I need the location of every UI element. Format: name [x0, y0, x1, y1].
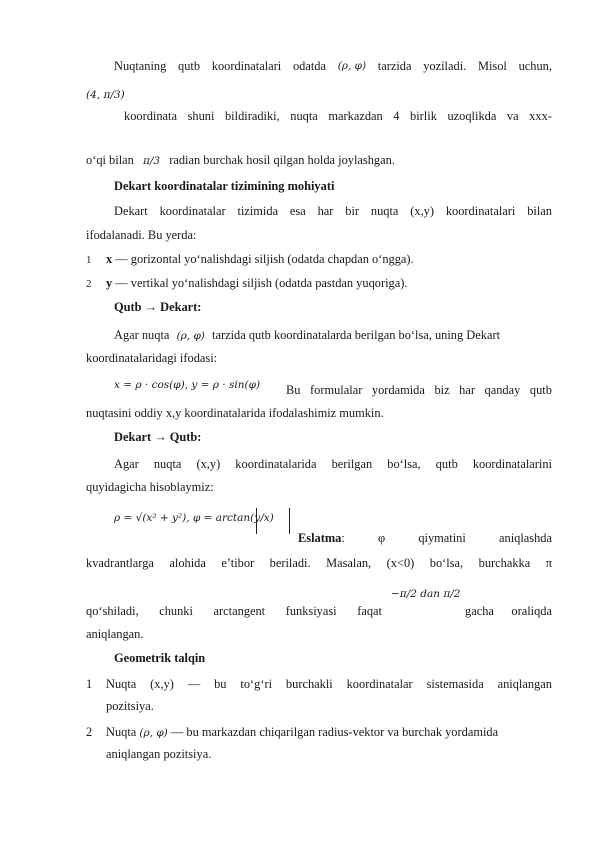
math-rho-phi: (ρ, φ): [337, 60, 367, 72]
arctan-bracket: [256, 508, 290, 534]
p4-line6: aniqlangan.: [86, 627, 144, 641]
math-pi-over-3: π/3: [142, 155, 161, 167]
p4-line4: kvadrantlarga alohida e’tibor beriladi. Masalan, (x<0) bo‘lsa, burchakka π: [86, 556, 552, 570]
math-rho-phi: (ρ, φ): [139, 727, 168, 739]
p3-line3: Bu formulalar yordamida biz har qanday qutb: [286, 383, 552, 397]
word: bildiradiki,: [224, 109, 280, 123]
p1-line2: [124, 108, 552, 125]
p1-line1: [114, 58, 552, 75]
heading-dekart: Dekart koordinatalar tizimining mohiyati: [114, 179, 335, 193]
list-item: x — gorizontal yo‘nalishdagi siljish (odatda chapdan o‘ngga).: [106, 252, 414, 266]
p4-line1: Agar nuqta (x,y) koordinatalarida berilgan bo‘lsa, qutb koordinatalarini: [114, 457, 552, 471]
p1-line3: [86, 152, 552, 170]
math-range: −π/2 dan π/2: [391, 588, 461, 600]
text: radian burchak hosil qilgan holda joylashgan.: [169, 153, 395, 167]
list2-item1-line1: Nuqta (x,y) — bu to‘g‘ri burchakli koordinatalar sistemasida aniqlangan: [106, 677, 552, 691]
heading-dekart-qutb: Dekart → Qutb:: [114, 430, 202, 444]
word: 4: [393, 109, 400, 123]
word: Misol: [477, 59, 507, 73]
heading-geometrik: Geometrik talqin: [114, 651, 206, 665]
word: qutb: [178, 59, 201, 73]
list-item: y — vertikal yo‘nalishdagi siljish (odatda pastdan yuqoriga).: [106, 276, 408, 290]
formula-polar-to-cartesian: x = ρ · cos(φ), y = ρ · sin(φ): [114, 379, 261, 391]
word: va: [506, 109, 519, 123]
list-number: 1: [86, 677, 93, 691]
text: o‘qi bilan: [86, 153, 134, 167]
p4-line5a: qo‘shiladi, chunki arctangent funksiyasi faqat: [86, 604, 382, 618]
math-rho-phi: (ρ, φ): [176, 330, 205, 342]
p2-line1: Dekart koordinatalar tizimida esa har bir nuqta (x,y) koordinatalari bilan: [114, 204, 552, 218]
p3-line4: nuqtasini oddiy x,y koordinatalarida ifodalashimiz mumkin.: [86, 406, 384, 420]
eslatma-label: Eslatma: [298, 531, 342, 545]
list2-item2-line2: aniqlangan pozitsiya.: [106, 747, 212, 761]
p4-line3: Eslatma: φ qiymatini aniqlashda: [298, 531, 552, 545]
word: odatda: [292, 59, 326, 73]
p4-line5b: gacha oraliqda: [465, 604, 552, 618]
word: xxx-: [529, 109, 552, 123]
list2-item1-line2: pozitsiya.: [106, 699, 154, 713]
word: markazdan: [328, 109, 383, 123]
heading-qutb-dekart: Qutb → Dekart:: [114, 300, 202, 314]
word: uzoqlikda: [447, 109, 497, 123]
word: koordinatalari: [211, 59, 282, 73]
list2-item2-line1: Nuqta (ρ, φ) — bu markazdan chiqarilgan radius-vektor va burchak yordamida: [106, 725, 499, 739]
list-number: 1: [86, 254, 92, 266]
word: yoziladi.: [423, 59, 467, 73]
word: tarzida: [377, 59, 412, 73]
p3-line1: Agar nuqta (ρ, φ) tarzida qutb koordinatalarda berilgan bo‘lsa, uning Dekart: [114, 328, 501, 342]
word: Nuqtaning: [114, 59, 167, 73]
p4-line2: quyidagicha hisoblaymiz:: [86, 480, 214, 494]
math-point: (4, π/3): [86, 89, 125, 101]
list-number: 2: [86, 725, 93, 739]
list-number: 2: [86, 278, 92, 290]
word: birlik: [410, 109, 437, 123]
word: uchun,: [518, 59, 552, 73]
word: nuqta: [290, 109, 318, 123]
p3-line2: koordinatalaridagi ifodasi:: [86, 351, 218, 365]
p2-line2: ifodalanadi. Bu yerda:: [86, 228, 197, 242]
word: koordinata: [124, 109, 177, 123]
word: shuni: [187, 109, 215, 123]
formula-cartesian-to-polar: ρ = √(x² + y²), φ = arctan(y/x): [114, 512, 274, 524]
